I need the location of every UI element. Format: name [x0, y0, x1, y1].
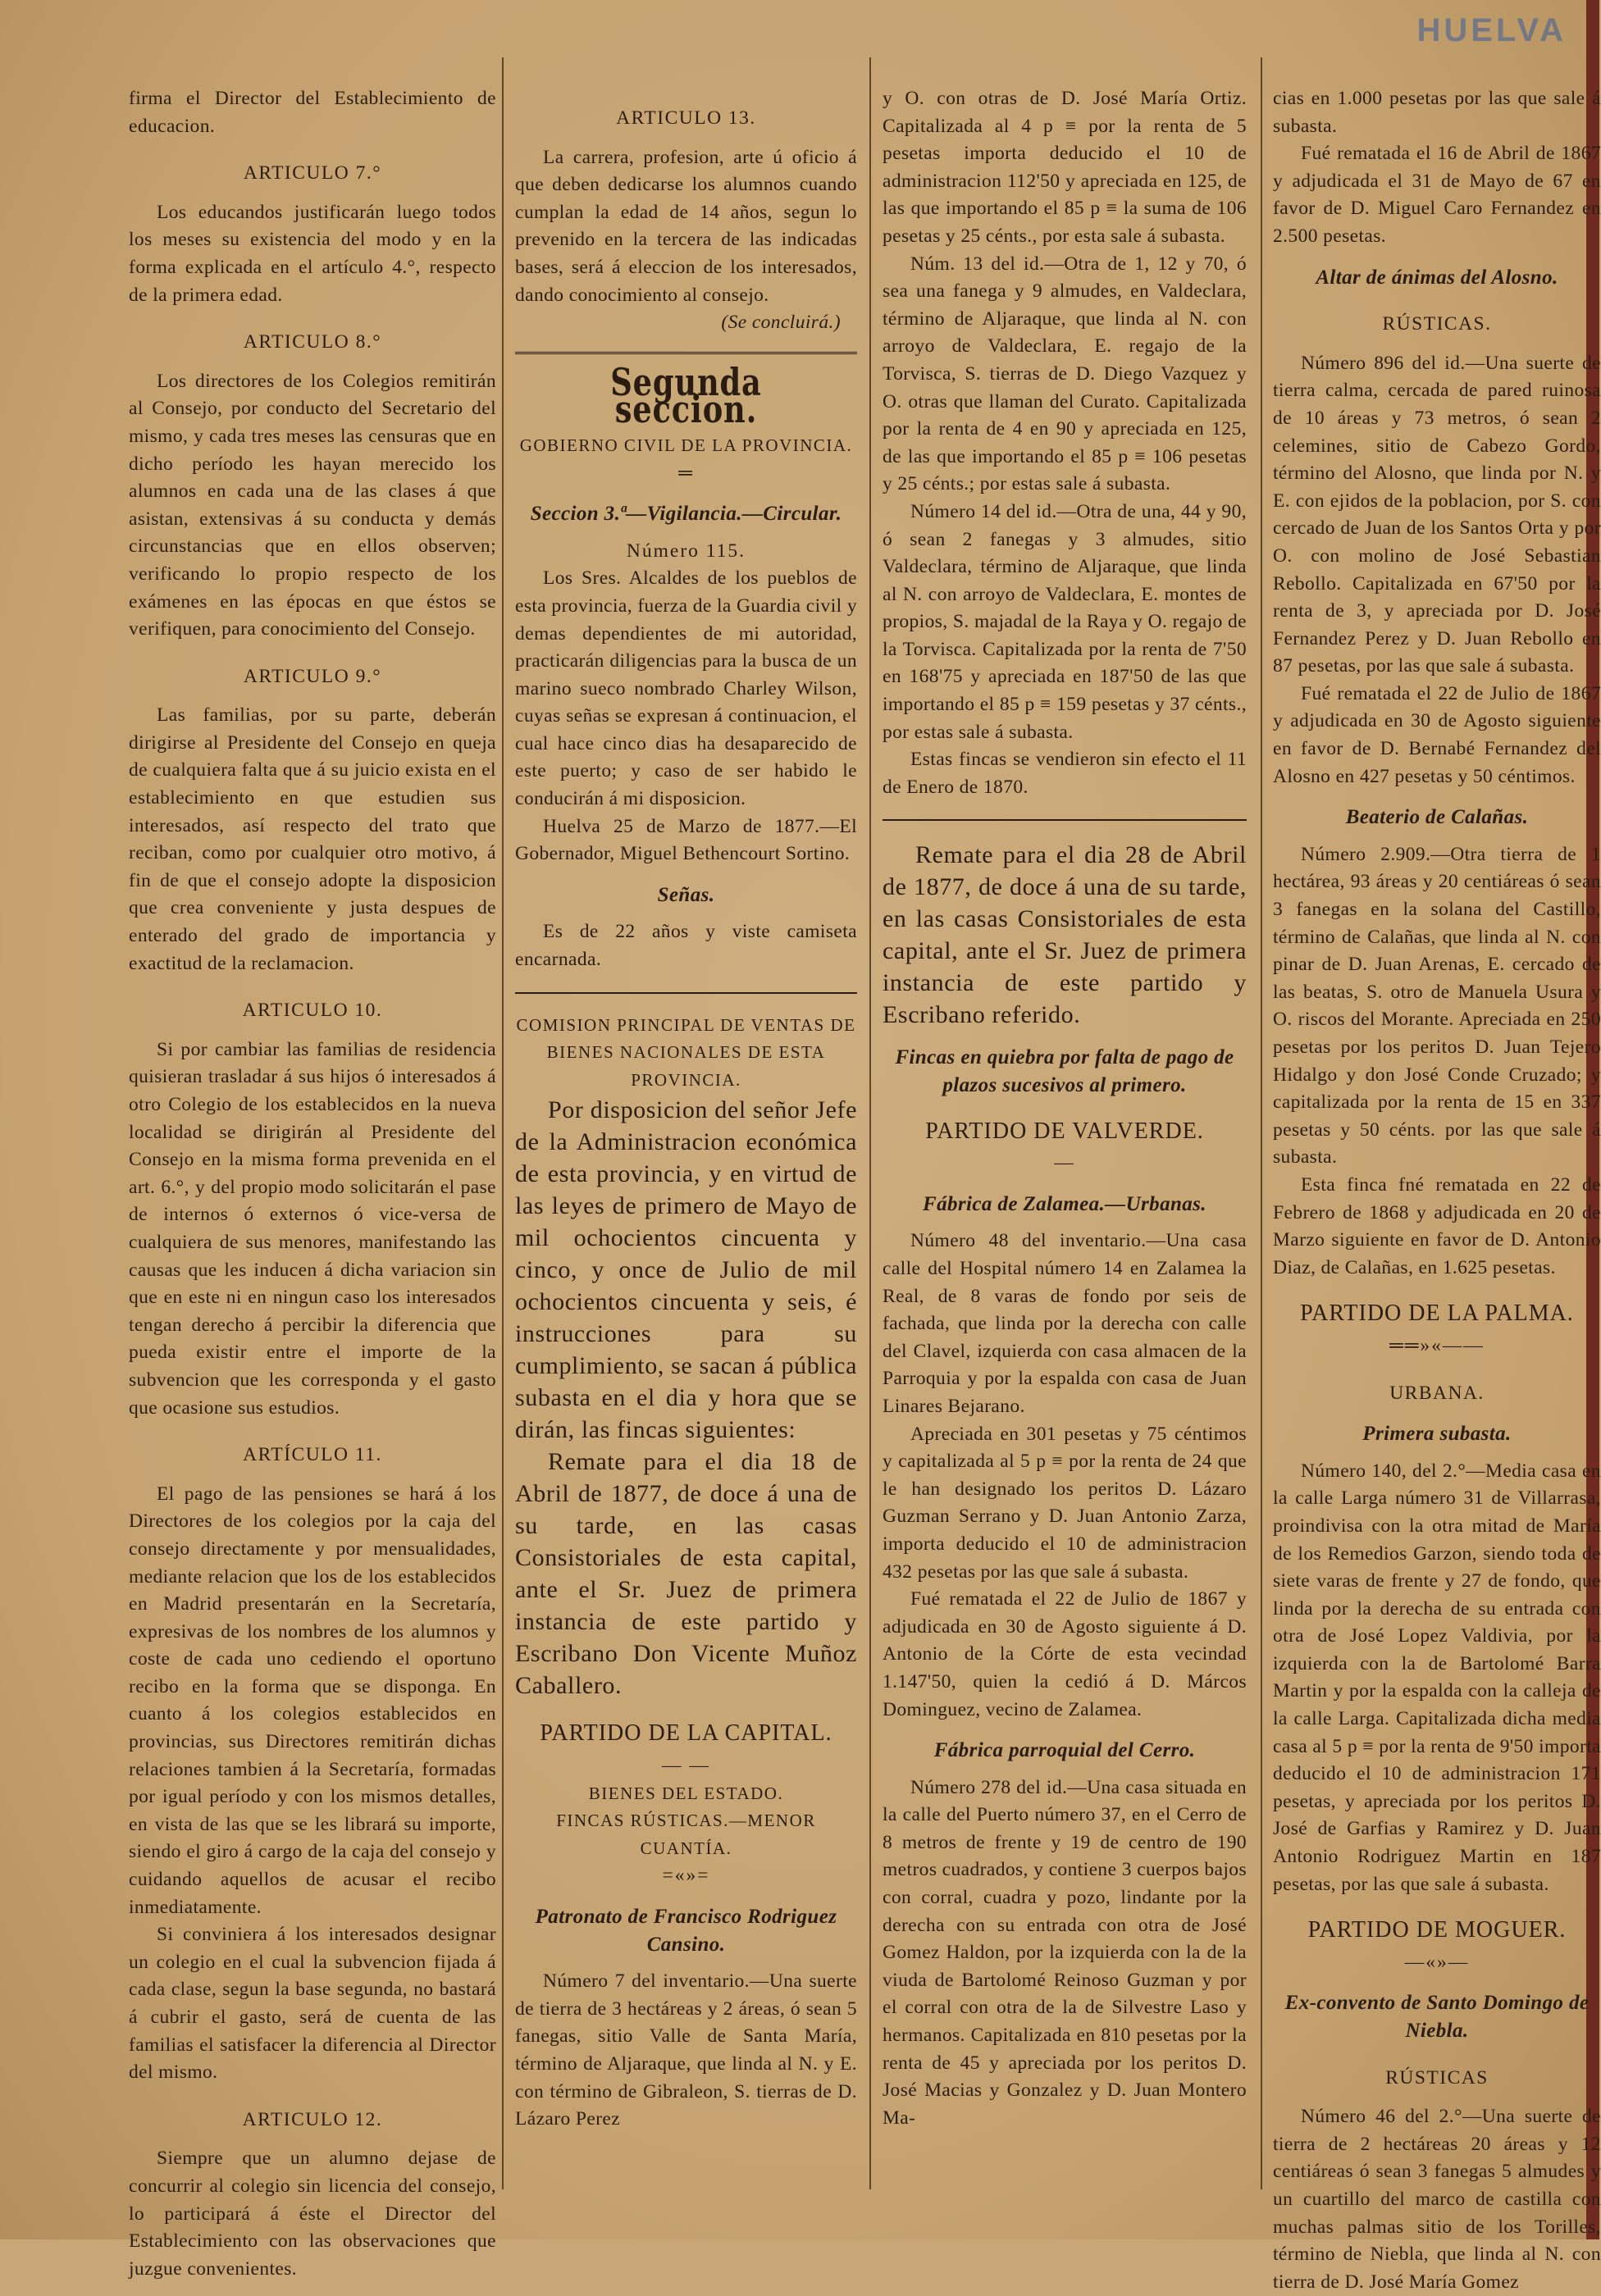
ornament: ══»«——: [1389, 1334, 1485, 1356]
italic-subheading: Patronato de Francisco Rodriguez Cansino.: [535, 1905, 837, 1956]
article-heading: URBANA.: [1389, 1382, 1485, 1404]
continued-note: (Se concluirá.): [721, 312, 841, 334]
paragraph: Núm. 13 del id.—Otra de 1, 12 y 70, ó sea una fanega y 9 almudes, en Valdeclara, término de Aljaraque, que linda al N. con arroyo de Valdeclara, E. regajo de la Torvisca, S. tierras de D. Diego Vazquez y O. otras que llaman del Curato. Capitalizada por la renta de 4 en 90 y apreciada en 125, de las que importando el 85 p ≡ 106 pesetas y 25 cénts.; por estas sale á subasta.: [883, 253, 1247, 495]
paragraph: Fué rematada el 16 de Abril de 1867 y adjudicada el 31 de Mayo de 67 en favor de D. Miguel Caro Fernandez en 2.500 pesetas.: [1273, 143, 1601, 247]
paragraph: cias en 1.000 pesetas por las que sale á subasta.: [1273, 88, 1601, 137]
small-caps-heading: BIENES DEL ESTADO.: [588, 1783, 784, 1803]
italic-subheading: Fábrica de Zalamea.—Urbanas.: [923, 1192, 1206, 1215]
italic-subheading: Altar de ánimas del Alosno.: [1316, 266, 1558, 289]
article-heading: ARTICULO 7.°: [243, 162, 382, 184]
paragraph: Número 896 del id.—Una suerte de tierra calma, cercada de pared ruinosa de 10 áreas y 73 metros, ó sean 2 celemines, sitio de Cabezo Gordo, término del Alosno, que linda por N. y E. con ejidos de la poblacion, por S. con cercado de Juan de los Santos Orta y por O. con molino de José Sebastian Rebollo. Capitalizada en 67'50 por la renta de 3, y apreciada por D. José Fernandez Perez y D. Juan Rebollo en 87 pesetas, por las que sale á subasta.: [1273, 352, 1601, 677]
article-heading: ARTICULO 13.: [616, 107, 756, 129]
rule: [515, 992, 857, 994]
article-heading: ARTICULO 9.°: [243, 665, 382, 687]
paragraph: Número 48 del inventario.—Una casa calle del Hospital número 14 en Zalamea la Real, de 8 varas de fondo por seis de fachada, que linda por la derecha con calle del Clavel, izquierda con casa almacen de la Parroquia y por la espalda con casa de Juan Linares Bejarano.: [883, 1230, 1247, 1417]
paragraph: firma el Director del Establecimiento de educacion.: [129, 88, 496, 137]
column-divider: [1261, 57, 1262, 2189]
double-rule: [515, 352, 857, 354]
italic-subheading: Primera subasta.: [1362, 1423, 1512, 1446]
small-caps-heading: FINCAS RÚSTICAS.—MENOR CUANTÍA.: [556, 1811, 816, 1858]
italic-subheading: Ex-convento de Santo Domingo de Niebla.: [1284, 1992, 1590, 2042]
paragraph: Número 140, del 2.°—Media casa en la calle Larga número 31 de Villarrasa, proindivisa con la otra mitad de María de los Remedios Garzon, siendo toda de siete varas de frente y 27 de fondo, que linda por la derecha de su entrada con otra de José Lopez Valdivia, por la izquierda con la de Bartolomé Barra Martin y por la espalda con la calleja de la calle Larga. Capitalizada dicha media casa al 5 p ≡ por la renta de 9'50 importa deducido el 10 de administracion 171 pesetas, y apreciada por los peritos D. José de Garfias y Ramirez y D. Juan Antonio Rodriguez Martin en 187 pesetas, por las que sale á subasta.: [1273, 1460, 1601, 1895]
article-heading: RÚSTICAS.: [1382, 313, 1492, 335]
paragraph: La carrera, profesion, arte ú oficio á que deben dedicarse los alumnos cuando cumplan la edad de 14 años, segun lo prevenido en la tercera de las indicadas bases, será á eleccion de los interesados, dando conocimiento al consejo.: [515, 146, 857, 306]
article-heading: ARTICULO 12.: [242, 2108, 383, 2130]
paragraph: Si conviniera á los interesados designar un colegio en el cual la subvencion fijada á cada clase, segun la base segunda, no bastará á cubrir el gasto, será de cuenta de las familias el satisfacer la diferencia al Director del mismo.: [129, 1924, 496, 2084]
italic-subheading: Fábrica parroquial del Cerro.: [933, 1739, 1196, 1762]
rule: [883, 819, 1247, 821]
section-heading: PARTIDO DE LA CAPITAL.: [540, 1720, 832, 1747]
large-paragraph: Remate para el dia 18 de Abril de 1877, de doce á una de su tarde, en las casas Consistoriales de esta capital, ante el Sr. Juez de primera instancia de este partido y Escribano Don Vicente Muñoz Caballero.: [515, 1448, 857, 1700]
paragraph: Siempre que un alumno dejase de concurrir al colegio sin licencia del consejo, lo participará á éste el Director del Establecimiento con las observaciones que juzgue convenientes.: [129, 2148, 496, 2280]
section-heading: PARTIDO DE VALVERDE.: [925, 1118, 1204, 1144]
paragraph: Apreciada en 301 pesetas y 75 céntimos y capitalizada al 5 p ≡ por la renta de 24 que le han designado los peritos D. Lázaro Guzman Serrano y D. Juan Antonio Zarza, importa deducido el 10 de administracion 432 pesetas por las que sale á subasta.: [883, 1423, 1247, 1583]
paragraph: Los directores de los Colegios remitirán al Consejo, por conducto del Secretario del mismo, y cada tres meses las censuras que en dicho período les hayan merecido los alumnos en cada una de las clases á que asistan, extensivas á su conducta y demás circunstancias que en ellos observen; verificando lo propio respecto de los exámenes en las épocas en que éstos se verifiquen, para conocimiento del Consejo.: [129, 370, 496, 640]
italic-subheading: Fincas en quiebra por falta de pago de plazos sucesivos al primero.: [895, 1046, 1234, 1097]
paragraph: Número 2.909.—Otra tierra de 1 hectárea, 93 áreas y 20 centiáreas ó sean 3 fanegas en la solana del Castillo, término de Calañas, que linda al N. con pinar de D. Juan Arenas, E. cercado de las beatas, S. otro de Manuela Usura y O. riscos del Morante. Apreciada en 250 pesetas por los peritos D. Juan Tejero Hidalgo y don José Conde Cruzado; y capitalizada por la renta de 15 en 337 pesetas y 50 cénts. por las que sale á subasta.: [1273, 843, 1601, 1168]
paragraph: Si por cambiar las familias de residencia quisieran trasladar á sus hijos ó interesados á otro Colegio de los establecidos en la nueva localidad se dirigirán al Presidente del Consejo en la misma forma prevenida en el art. 6.°, y del propio modo solicitarán el pase de internos ó externos ó vice-versa de cualquiera de sus menores, manifestando las causas que les inducen á dicha variacion sin que en este ni en ningun caso los interesados tengan derecho á percibir la diferencia que pueda existir entre el importe de la subvencion que les corresponda y el gasto que ocasione sus estudios.: [129, 1038, 496, 1419]
ornament: Número 115.: [626, 540, 746, 562]
section-title: Segunda seccion.: [610, 359, 762, 432]
paragraph: Número 278 del id.—Una casa situada en la calle del Puerto número 37, en el Cerro de 8 metros de frente y 19 de centro de 190 metros cuadrados, y contiene 3 cuerpos bajos con corral, cuadra y pozo, lindante por la derecha con su entrada con otra de José Gomez Haldon, por la izquierda con la de la viuda de Bartolomé Reinoso Guzman y por el corral con otra de la de Silvestre Laso y hermanos. Capitalizada en 810 pesetas por la renta de 45 y apreciada por los peritos D. José Macias y Gonzalez y D. Juan Montero Ma-: [883, 1776, 1247, 2129]
ornament: ═: [678, 462, 694, 484]
paragraph: Número 7 del inventario.—Una suerte de tierra de 3 hectáreas y 2 áreas, ó sean 5 fanegas, sitio Valle de Santa María, término de Aljaraque, que linda al N. y E. con término de Gibraleon, S. tierras de D. Lázaro Perez: [515, 1970, 857, 2130]
paragraph: Huelva 25 de Marzo de 1877.—El Gobernador, Miguel Bethencourt Sortino.: [515, 815, 857, 865]
section-heading: PARTIDO DE LA PALMA.: [1300, 1301, 1574, 1327]
small-caps-heading: GOBIERNO CIVIL DE LA PROVINCIA.: [519, 435, 853, 455]
paragraph: Estas fincas se vendieron sin efecto el 11 de Enero de 1870.: [883, 749, 1247, 798]
section-heading: PARTIDO DE MOGUER.: [1307, 1917, 1567, 1943]
column-divider: [502, 57, 504, 2189]
article-heading: ARTICULO 10.: [242, 1000, 383, 1022]
paragraph: Es de 22 años y viste camiseta encarnada.: [515, 921, 857, 971]
paragraph: El pago de las pensiones se hará á los Directores de los colegios por la caja del consejo directamente y por mensualidades, mediante relacion que los de los establecidos en Madrid presentarán en la Secretaría, expresivas de los nombres de los alumnos y coste de cada uno cediendo el oportuno recibo en la forma que se disponga. En cuanto á los colegios establecidos en provincias, sus Directores remitirán dichas relaciones tambien á la Secretaría, formadas por igual período y con los mismos detalles, en vista de las que se les librará su importe, siendo el giro á cargo de la caja del consejo y cuidando aquellos de acusar el recibo inmediatamente.: [129, 1483, 496, 1918]
paragraph: Los Sres. Alcaldes de los pueblos de esta provincia, fuerza de la Guardia civil y demas dependientes de mi autoridad, practicarán diligencias para la busca de un marino sueco nombrado Charley Wilson, cuyas señas se expresan á continuacion, el cual hace cinco dias ha desaparecido de este puerto; y caso de ser habido le conducirán á mi disposicion.: [515, 567, 857, 810]
ornament: —«»—: [1404, 1951, 1470, 1973]
ornament: =«»=: [662, 1865, 710, 1887]
article-heading: ARTICULO 8.°: [243, 331, 382, 353]
article-heading: ARTÍCULO 11.: [243, 1444, 382, 1466]
paragraph: Los educandos justificarán luego todos los meses su existencia del modo y en la forma explicada en el artículo 4.°, respecto de la primera edad.: [129, 201, 496, 306]
article-heading: RÚSTICAS: [1385, 2066, 1489, 2089]
column-4: [1273, 85, 1601, 2296]
italic-subheading: Beaterio de Calañas.: [1345, 806, 1529, 829]
paragraph: Las familias, por su parte, deberán dirigirse al Presidente del Consejo en queja de cualquiera falta que á su juicio exista en el establecimiento en que estudien sus interesados, así respecto del trato que reciban, como por cualquier otro motivo, á fin de que el consejo adopte la disposicion que crea conveniente y justa despues de enterado del grado de importancia y exactitud de la reclamacion.: [129, 704, 496, 974]
huelva-watermark-logo: HUELVA: [1416, 12, 1567, 48]
paragraph: Esta finca fné rematada en 22 de Febrero de 1868 y adjudicada en 20 de Marzo siguiente en favor de D. Antonio Diaz, de Calañas, en 1.625 pesetas.: [1273, 1173, 1601, 1278]
small-caps-heading: COMISION PRINCIPAL DE VENTAS DE BIENES NACIONALES DE ESTA PROVINCIA.: [516, 1014, 856, 1090]
column-3: [883, 85, 1247, 2132]
italic-subheading: Señas.: [657, 883, 715, 906]
column-divider: [869, 57, 871, 2189]
large-paragraph: Remate para el dia 28 de Abril de 1877, de doce á una de su tarde, en las casas Consistoriales de esta capital, ante el Sr. Juez de primera instancia de este partido y Escribano referido.: [883, 841, 1247, 1029]
ornament: — —: [662, 1755, 710, 1776]
column-4-clip: [1273, 0, 1601, 2293]
paragraph: Fué rematada el 22 de Julio de 1867 y adjudicada en 30 de Agosto siguiente en favor de D. Bernabé Fernandez del Alosno en 427 pesetas y 50 céntimos.: [1273, 682, 1601, 787]
column-1: [129, 85, 496, 2283]
large-paragraph: Por disposicion del señor Jefe de la Administracion económica de esta provincia, y en virtud de las leyes de primero de Mayo de mil ochocientos cincuenta y cinco, y once de Julio de mil ochocientos cincuenta y seis, é instrucciones para su cumplimiento, se sacan á pública subasta en el dia y hora que se dirán, las fincas siguientes:: [515, 1096, 857, 1444]
paragraph: y O. con otras de D. José María Ortiz. Capitalizada al 4 p ≡ por la renta de 5 pesetas importa deducido el 10 de administracion 112'50 y apreciada en 125, de las que importando el 85 p ≡ la suma de 106 pesetas y 25 cénts., por esta sale á subasta.: [883, 88, 1247, 247]
ornament: —: [1054, 1152, 1075, 1174]
paragraph: Fué rematada el 22 de Julio de 1867 y adjudicada en 30 de Agosto siguiente á D. Antonio de la Córte de esta vecindad 1.147'50, quien la cedió á D. Márcos Dominguez, vecino de Zalamea.: [883, 1588, 1247, 1720]
paragraph: Número 14 del id.—Otra de una, 44 y 90, ó sean 2 fanegas y 3 almudes, sitio Valdeclara, término de Aljaraque, que linda al N. con arroyo de Valdeclara, E. montes de propios, S. majadal de la Raya y O. regajo de la Torvisca. Capitalizada por la renta de 7'50 en 168'75 y apreciada en 187'50 de las que importando el 85 p ≡ 159 pesetas y 37 cénts., por estas sale á subasta.: [883, 500, 1247, 743]
column-2: [515, 85, 857, 2134]
paragraph: Número 46 del 2.°—Una suerte de tierra de 2 hectáreas 20 áreas y 12 centiáreas ó sean 3 fanegas 5 almudes y un cuartillo del marco de castilla con muchas palmas sitio de los Torilles, término de Niebla, que linda al N. con tierra de D. José María Gomez: [1273, 2106, 1601, 2293]
italic-subheading: Seccion 3.ª—Vigilancia.—Circular.: [530, 503, 842, 526]
